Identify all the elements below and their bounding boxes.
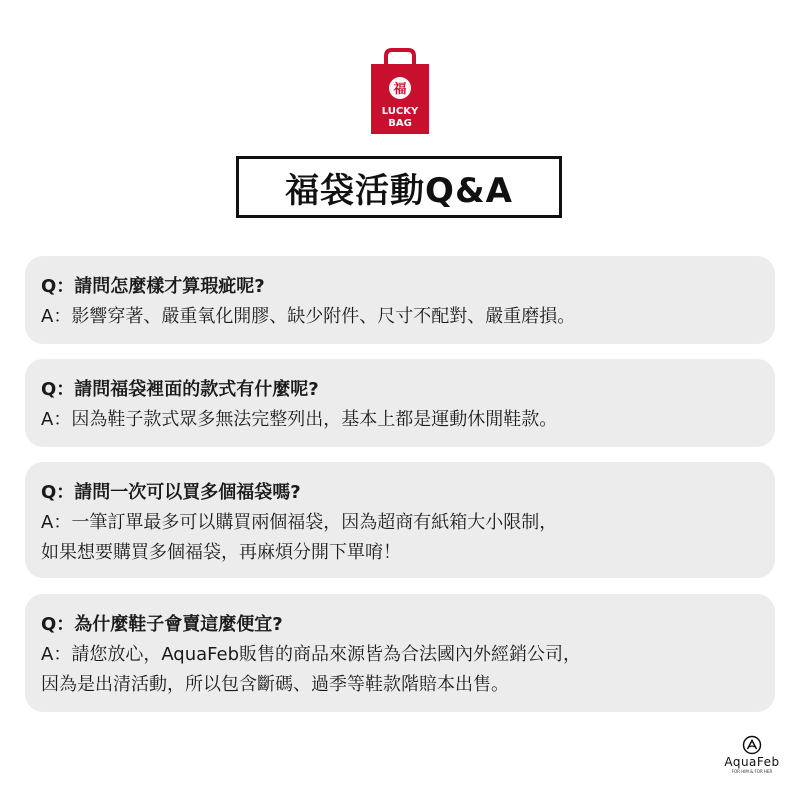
bag-label-line2: BAG bbox=[388, 118, 412, 129]
brand-mark-icon bbox=[742, 735, 762, 755]
faq-card bbox=[25, 359, 775, 447]
page-title: 福袋活動Q&A bbox=[285, 170, 513, 211]
faq-card bbox=[25, 256, 775, 344]
faq-answer: A：一筆訂單最多可以購買兩個福袋，因為超商有紙箱大小限制， bbox=[41, 512, 558, 533]
faq-answer-continued: 如果想要購買多個福袋，再麻煩分開下單唷！ bbox=[41, 542, 401, 563]
lucky-bag-icon bbox=[369, 48, 431, 136]
faq-question: Q：為什麼鞋子會賣這麼便宜? bbox=[41, 614, 283, 635]
faq-card bbox=[25, 594, 775, 712]
faq-question: Q：請問一次可以買多個福袋嗎? bbox=[41, 482, 301, 503]
faq-question: Q：請問福袋裡面的款式有什麼呢? bbox=[41, 379, 319, 400]
faq-answer-continued: 因為是出清活動，所以包含斷碼、過季等鞋款階賠本出售。 bbox=[41, 674, 509, 695]
faq-card bbox=[25, 462, 775, 578]
bag-symbol: 福 bbox=[393, 82, 407, 97]
faq-question: Q：請問怎麼樣才算瑕疵呢? bbox=[41, 276, 265, 297]
brand-tagline: FOR HIM & FOR HER bbox=[731, 769, 773, 774]
faq-answer: A：因為鞋子款式眾多無法完整列出，基本上都是運動休閒鞋款。 bbox=[41, 409, 558, 430]
brand-name: AquaFeb bbox=[724, 755, 780, 769]
faq-answer: A：影響穿著、嚴重氧化開膠、缺少附件、尺寸不配對、嚴重磨損。 bbox=[41, 306, 576, 327]
brand-logo bbox=[724, 735, 780, 785]
faq-answer: A：請您放心，AquaFeb販售的商品來源皆為合法國內外經銷公司， bbox=[41, 644, 582, 665]
title-box bbox=[236, 156, 562, 218]
bag-label-line1: LUCKY bbox=[381, 106, 419, 117]
